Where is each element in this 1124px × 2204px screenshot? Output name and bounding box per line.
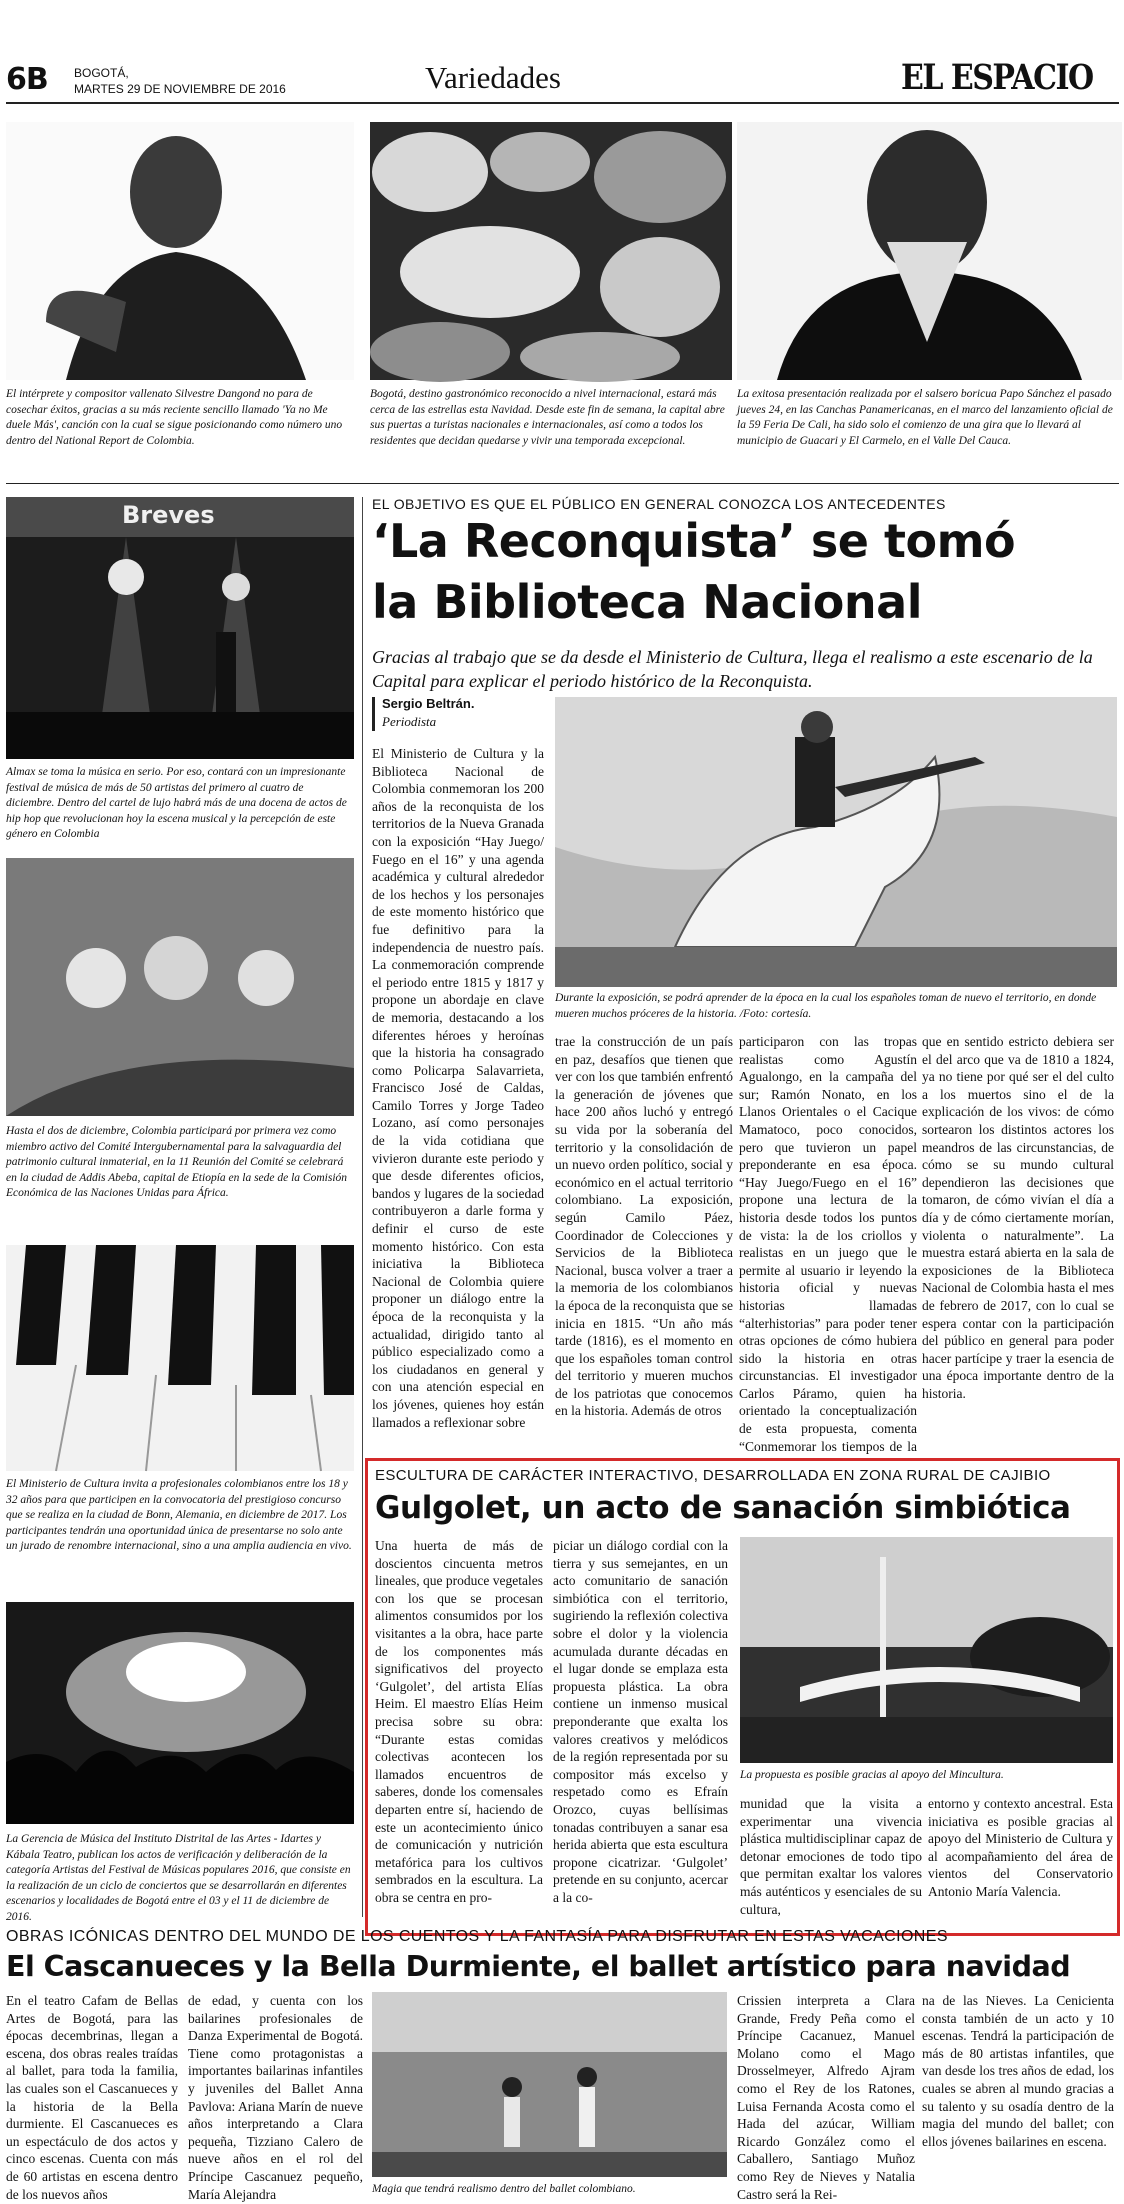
header-date: MARTES 29 DE NOVIEMBRE DE 2016 bbox=[74, 82, 286, 96]
byline-bar bbox=[372, 697, 375, 731]
photo-gulgolet-sculpture bbox=[740, 1537, 1113, 1763]
piano-keys bbox=[6, 1245, 354, 1471]
section-title: Variedades bbox=[425, 60, 561, 95]
breve-idartes: La Gerencia de Música del Instituto Distrital de las Artes - Idartes y Kábala Teatro, publican los actos de verificación y deliberación de la categoría Artistas del Festival de Músicas populares 2016, que consiste en la realización de un ciclo de conciertos que se desarrollarán en diferentes escenarios y localidades de Bogotá entre el 03 y el 11 de diciembre de 2016. bbox=[6, 1833, 351, 1923]
sidebar-divider bbox=[362, 497, 363, 1917]
ballet-stage bbox=[372, 1992, 727, 2177]
breves-banner bbox=[6, 497, 354, 537]
cascanueces-col-3: Crissien interpreta a Clara Grande, Fredy Peña como el Príncipe Cacanuez, Manuel Molano como el Mago Drosselmeyer, Alfredo Ajram como el Rey de los Ratones, Luisa Fernanda Acosta como el Hada del azúcar, William Ricardo González como el Caballero, Santiago Muñoz como Rey de Nieves y Natalia Castro será la Rei- bbox=[737, 1993, 915, 2202]
reconquista-photo-caption: Durante la exposición, se podrá aprender de la época en la cual los españoles toman de nuevo el territorio, en donde mueren muchos próceres de la historia. /Foto: cortesía. bbox=[555, 992, 1097, 1020]
author-role: Periodista bbox=[382, 714, 437, 729]
header-rule bbox=[6, 102, 1119, 104]
reconquista-col-2: trae la construcción de un país en paz, desafíos que tienen que ver con los que también enfrentó la generación de jóvenes que hace 200 años luchó y entregó su vida por la soberanía del territorio y la consolidación de un nuevo orden político, social y económico en el actual territorio colombiano. La exposición, según Camilo Páez, Coordinador de Colecciones y Servicios de la Biblioteca Nacional, busca volver a traer a la memoria de los colombianos la época de la reconquista que se inicia en 1815. “Un año más tarde (1816), es el momento en que los españoles toman control del territorio y mueren muchos de los patriotas que conocemos en la historia. Además de otros bbox=[555, 1034, 733, 1419]
caption-dangond: El intérprete y compositor vallenato Silvestre Dangond no para de cosechar éxitos, gracias a su más reciente sencillo llamado 'Ya no Me duele Más', canción con la cual se sigue posicionando como número uno dentro del National Report de Colombia. bbox=[6, 388, 343, 447]
photo-papo-sanchez bbox=[737, 122, 1122, 380]
photo-festival-crowd bbox=[6, 1602, 354, 1824]
photo-reconquista-painting bbox=[555, 697, 1117, 987]
reconquista-headline-line1: ‘La Reconquista’ se tomó bbox=[372, 514, 1016, 568]
page-number: 6B bbox=[6, 62, 48, 97]
festival-lights bbox=[6, 1602, 354, 1824]
photo-silvestre-dangond bbox=[6, 122, 354, 380]
reconquista-kicker: EL OBJETIVO ES QUE EL PÚBLICO EN GENERAL CONOZCA LOS ANTECEDENTES bbox=[372, 496, 946, 512]
sculpture-landscape bbox=[740, 1537, 1113, 1763]
gulgolet-col-1: Una huerta de más de doscientos cincuenta metros lineales, que produce vegetales con los que se procesan alimentos consumidos por los visitantes a la obra, hace parte de los componentes más significativos del proyecto ‘Gulgolet’, del artista Elías Heim. El maestro Elías Heim precisa sobre su obra: “Durante estas comidas colectivas acontecen los llamados encuentros de saberes, donde los comensales departen entre sí, haciendo de este un acontecimiento único de comunicación y nutrición metafórica para los cultivos sembrados en la escultura. La obra se centra en pro- bbox=[375, 1538, 543, 1905]
caption-bogota: Bogotá, destino gastronómico reconocido a nivel internacional, estará más cerca de las estrellas esta Navidad. Desde este fin de semana, la capital abre sus puertas a turistas nacionales e internacionales, así como a todos los residentes que decidan quedarse y vivir una temporada excepcional. bbox=[370, 388, 725, 447]
breve-bonn: El Ministerio de Cultura invita a profesionales colombianos entre los 18 y 32 años para que participen en la convocatoria del prestigioso concurso que se realiza en la ciudad de Bonn, Alemania, en diciembre de 2017. Los participantes tendrán una oportunidad única de presentarse no solo ante un jurado de renombre internacional, sino a una amplia audiencia en vivo. bbox=[6, 1478, 352, 1552]
carnival-crowd bbox=[6, 858, 354, 1116]
portrait-sketch bbox=[6, 122, 354, 380]
reconquista-col-4: que en sentido estricto debiera ser el del arco que va de 1810 a 1824, ya no tiene por qué ser el del culto a los muertos sino el de la explicación de los vivos: de cómo sortearon los distintos actores los meandros de las circunstancias, de cómo se su mundo cultural dependieron las decisiones que tomaron, de cómo vivían el día a día y de cómo ciertamente morían, violenta o naturalmente”. La muestra estará abierta en la sala de exposiciones de la Biblioteca Nacional de Colombia hasta el mes de febrero de 2017, con lo cual se espera contar con la participación del público en general para poder hacer partícipe y traer la esencia de una época importante dentro de la historia. bbox=[922, 1034, 1114, 1401]
top-row-rule bbox=[6, 483, 1119, 484]
cascanueces-kicker: OBRAS ICÓNICAS DENTRO DEL MUNDO DE LOS CUENTOS Y LA FANTASÍA PARA DISFRUTAR EN ESTAS VACACIONES bbox=[6, 1928, 948, 1945]
reconquista-deck: Gracias al trabajo que se da desde el Ministerio de Cultura, llega el realismo a este escenario de la Capital para explicar el periodo histórico de la Reconquista. bbox=[372, 647, 1093, 691]
gulgolet-col-2: piciar un diálogo cordial con la tierra y sus semejantes, en un acto comunitario de sanación simbiótica con el territorio, sugiriendo la reflexión colectiva sobre el dolor y la violencia acumulada durante décadas en el lugar donde se emplaza esta propuesta plástica. La obra contiene un inmenso musical preponderante que exalta los valores creativos y melódicos de la región representada por su compositor más excelso y respetado como es Efraín Orozco, cuyas bellísimas tonadas contribuyen a sanar esa herida abierta que esta escultura propone cicatrizar. ‘Gulgolet’ pretende en su conjunto, acercar a la co- bbox=[553, 1538, 728, 1905]
equestrian-painting bbox=[555, 697, 1117, 987]
brand-logo: EL ESPACIO bbox=[901, 58, 1093, 99]
header-city: BOGOTÁ, bbox=[74, 66, 129, 80]
gulgolet-kicker: ESCULTURA DE CARÁCTER INTERACTIVO, DESARROLLADA EN ZONA RURAL DE CAJIBIO bbox=[375, 1467, 1051, 1484]
reconquista-headline-line2: la Biblioteca Nacional bbox=[372, 575, 922, 629]
caption-papo: La exitosa presentación realizada por el salsero boricua Papo Sánchez el pasado jueves 24, en las Canchas Panamericanas, en el marco del lanzamiento oficial de la 59 Feria De Cali, ha sido solo el comienzo de una gira que lo llevará al municipio de Guacari y El Carmelo, en el Valle Del Cauca. bbox=[737, 388, 1113, 447]
breves-title: Breves bbox=[122, 501, 215, 529]
portrait-sketch bbox=[737, 122, 1122, 380]
cascanueces-headline: El Cascanueces y la Bella Durmiente, el ballet artístico para navidad bbox=[6, 1950, 1071, 1983]
reconquista-col-3: participaron con las tropas realistas como Agustín Agualongo, en la campaña del sur; Ramón Nonato, en los Llanos Orientales o el Cacique Mamatoco, poco conocidos, pero que tuvieron un papel preponderante en esa época. “Hay Juego/Fuego en el 16” propone una lectura de la historia desde todos los puntos de vista: la de los criollos y realistas en un juego que le permite al usuario ir leyendo la historia oficial y nuevas historias llamadas “alterhistorias” para poder tener otras opciones de cómo hubiera sido la historia en otras circunstancias. El investigador Carlos Páramo, quien ha orientado la conceptualización de esta propuesta, comenta “Conmemorar los tiempos de la bbox=[739, 1034, 917, 1454]
gulgolet-col-4: entorno y contexto ancestral. Esta iniciativa es posible gracias al apoyo del Ministerio de Cultura y al acompañamiento del área de vientos del Conservatorio Antonio María Valencia. bbox=[928, 1796, 1113, 1899]
photo-carnival bbox=[6, 858, 354, 1116]
gulgolet-col-3: munidad que la visita a experimentar una vivencia plástica multidisciplinar capaz de detonar emociones de todo tipo que permitan exaltar los valores más auténticos y esenciales de su cultura, bbox=[740, 1796, 922, 1917]
gulgolet-photo-caption: La propuesta es posible gracias al apoyo del Mincultura. bbox=[740, 1769, 1004, 1781]
reconquista-col-1: El Ministerio de Cultura y la Biblioteca Nacional de Colombia conmemoran los 200 años de la reconquista de los territorios de la Nueva Granada con la exposición “Hay Juego/ Fuego en el 16” y una agenda académica y cultural alrededor de los hechos y los personajes de este momento histórico que fue definitivo para la independencia de nuestro país. La conmemoración comprende el periodo entre 1815 y 1817 y propone un abordaje en clave de memoria, destacando a los diferentes héroes y heroínas que la historia ha consagrado como Policarpa Salavarrieta, Francisco José de Caldas, Camilo Torres y Jorge Tadeo Lozano, así como personajes de la vida cotidiana que vivieron durante este periodo y que desde diferentes oficios, bandos y lugares de la sociedad contribuyeron a darle forma y definir el curso de este momento histórico. Con esta iniciativa la Biblioteca Nacional de Colombia quiere proponer un diálogo entre la época de la reconquista y la actualidad, dirigido tanto al público especializado como a los ciudadanos en general y con una atención especial en los jóvenes, quienes hoy están llamados a reflexionar sobre bbox=[372, 746, 544, 1430]
photo-concert-almax bbox=[6, 537, 354, 759]
food-collage bbox=[370, 122, 732, 380]
author-name: Sergio Beltrán. bbox=[382, 696, 475, 711]
ballet-photo-caption: Magia que tendrá realismo dentro del ballet colombiano. bbox=[372, 2183, 636, 2195]
photo-bogota-food bbox=[370, 122, 732, 380]
gulgolet-headline: Gulgolet, un acto de sanación simbiótica bbox=[375, 1490, 1071, 1526]
photo-ballet bbox=[372, 1992, 727, 2177]
stage-lights bbox=[6, 537, 354, 759]
cascanueces-col-2: de edad, y cuenta con los bailarines profesionales de Danza Experimental de Bogotá. Tiene como protagonistas a importantes bailarinas infantiles y juveniles del Ballet Anna Pavlova: Ariana Marín de nueve años interpretando a Clara pequeña, Tizziano Calero de nueve años en el rol del Príncipe Cascanuez pequeño, María Alejandra bbox=[188, 1993, 363, 2202]
breve-almax: Almax se toma la música en serio. Por eso, contará con un impresionante festival de música de más de 50 artistas del primero al cuatro de diciembre. Dentro del cartel de lujo habrá más de una docena de actos de hip hop que revolucionan hoy la escena musical y la percepción de este género en Colombia bbox=[6, 766, 347, 840]
breve-unesco: Hasta el dos de diciembre, Colombia participará por primera vez como miembro activo del Comité Intergubernamental para la salvaguardia del patrimonio cultural inmaterial, en la 11 Reunión del Comité se celebrará en la ciudad de Addis Abeba, capital de Etiopía en la sede de la Comisión Económica de las Naciones Unidas para África. bbox=[6, 1125, 348, 1199]
cascanueces-col-4: na de las Nieves. La Cenicienta consta también de un acto y 10 escenas. Tendrá la participación de más de 80 artistas infantiles, que van desde los tres años de edad, los cuales se abren al mundo gracias a su talento y su osadía dentro de la magia del mundo del ballet; con ellos jóvenes bailarines en escena. bbox=[922, 1993, 1114, 2149]
photo-piano-keys bbox=[6, 1245, 354, 1471]
cascanueces-col-1: En el teatro Cafam de Bellas Artes de Bogotá, para las épocas decembrinas, llegan a escena, dos obras reales traídas al ballet, para toda la familia, las cuales son el Cascanueces y la historia de la Bella durmiente. El Cascanueces es un espectáculo de dos actos y cinco escenas. Cuenta con más de 60 artistas en escena dentro de los nuevos años bbox=[6, 1993, 178, 2202]
